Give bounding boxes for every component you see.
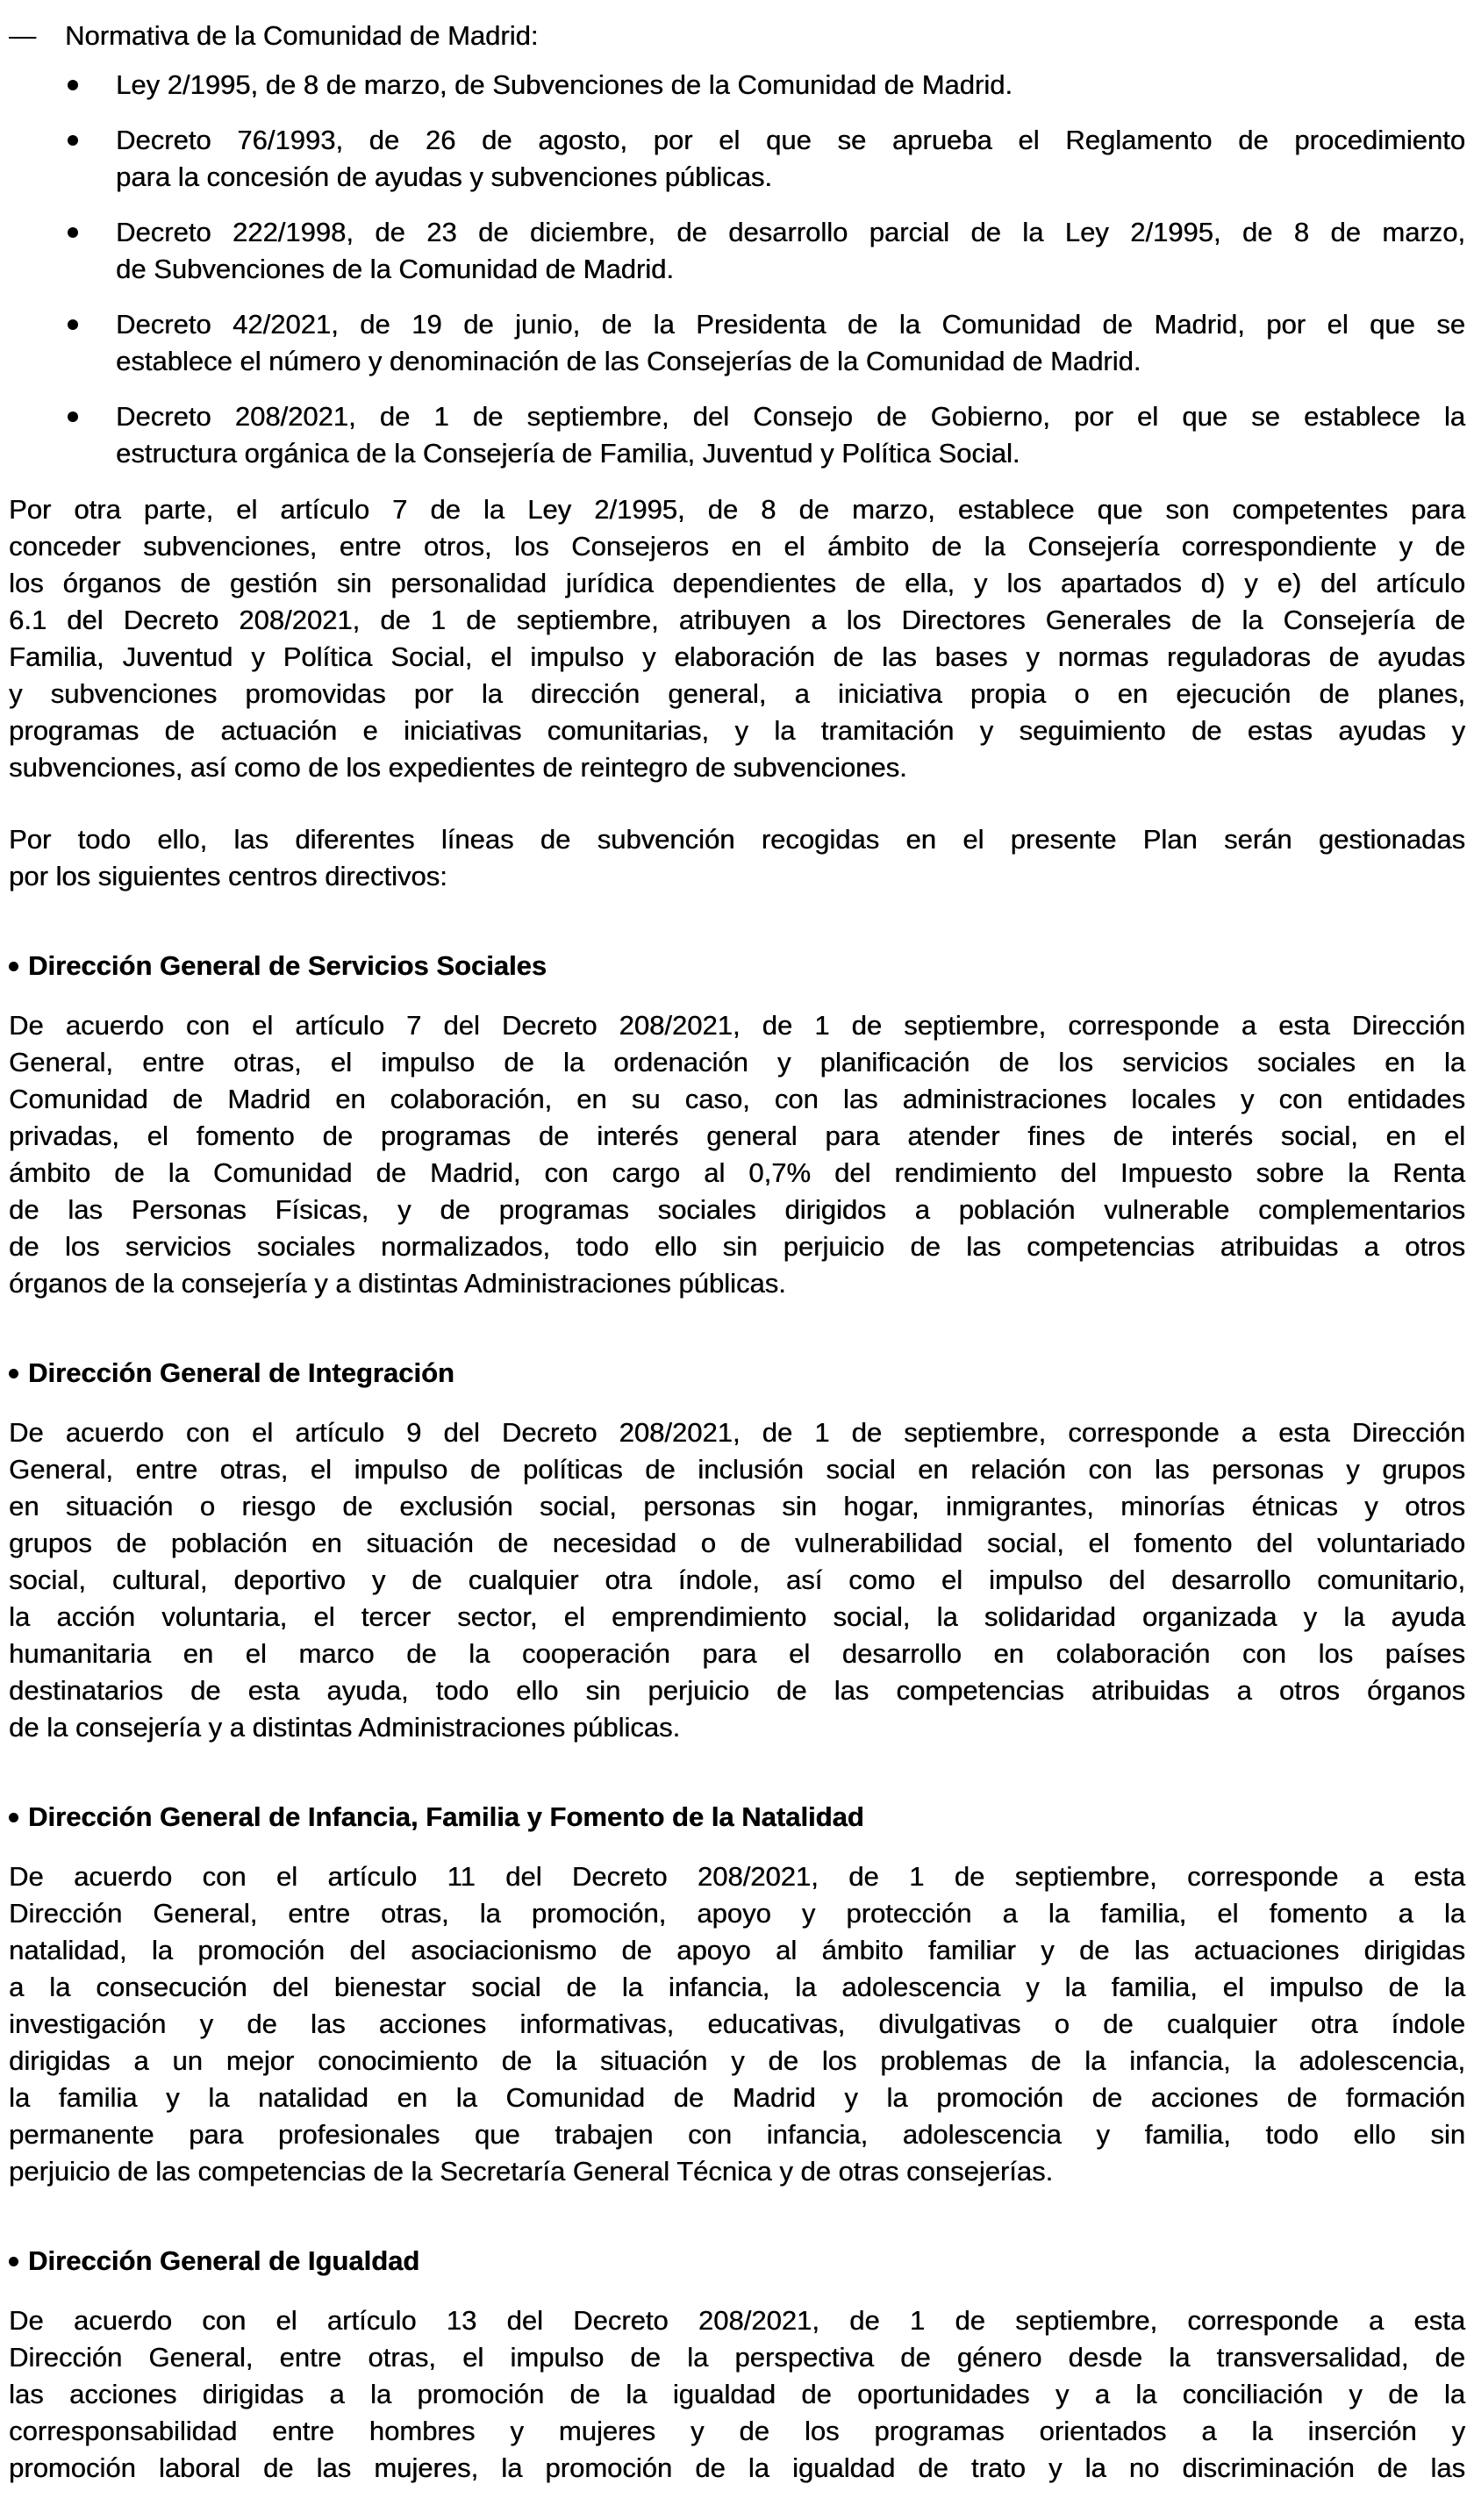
- list-item-text: [116, 306, 1465, 380]
- text-line: Decreto 222/1998, de 23 de diciembre, de desarrollo parcial de la Ley 2/1995, de 8 de marzo,: [116, 217, 1465, 247]
- text-line: De acuerdo con el artículo 7 del Decreto 208/2021, de 1 de septiembre, corresponde a esta Dirección: [9, 1010, 1465, 1041]
- text-line: Dirección General, entre otras, la promoción, apoyo y protección a la familia, el fomento a la: [9, 1898, 1465, 1929]
- text-line: Decreto 76/1993, de 26 de agosto, por el que se aprueba el Reglamento de procedimiento: [116, 125, 1465, 155]
- text-line: Familia, Juventud y Política Social, el impulso y elaboración de las bases y normas reguladoras de ayudas: [9, 641, 1465, 672]
- normativa-title-row: [9, 18, 1465, 54]
- text-line: Ley 2/1995, de 8 de marzo, de Subvenciones de la Comunidad de Madrid.: [116, 69, 1012, 100]
- bullet-icon: [68, 412, 78, 422]
- section-heading: [9, 2243, 1465, 2280]
- text-line: General, entre otras, el impulso de políticas de inclusión social en relación con las personas y grupos: [9, 1454, 1465, 1485]
- section-heading-label: Dirección General de Integración: [28, 1357, 454, 1388]
- list-item-text: [116, 214, 1465, 288]
- section-igualdad: [9, 2243, 1465, 2487]
- bullet-icon: [9, 1813, 18, 1822]
- list-item: [9, 122, 1465, 196]
- text-line: investigación y de las acciones informativas, educativas, divulgativas o de cualquier otra índole: [9, 2008, 1465, 2039]
- text-line: y subvenciones promovidas por la dirección general, a iniciativa propia o en ejecución de planes,: [9, 678, 1465, 709]
- text-line: dirigidas a un mejor conocimiento de la situación y de los problemas de la infancia, la adolescencia,: [9, 2045, 1465, 2076]
- text-line: de las Personas Físicas, y de programas sociales dirigidos a población vulnerable complementarios: [9, 1194, 1465, 1225]
- list-item-text: [116, 122, 1465, 196]
- text-line: de los servicios sociales normalizados, todo ello sin perjuicio de las competencias atribuidas a otros: [9, 1231, 1465, 1262]
- text-line: a la consecución del bienestar social de la infancia, la adolescencia y la familia, el impulso de la: [9, 1972, 1465, 2002]
- text-line: humanitaria en el marco de la cooperación para el desarrollo en colaboración con los países: [9, 1638, 1465, 1669]
- bullet-icon: [68, 319, 78, 330]
- text-line: De acuerdo con el artículo 9 del Decreto 208/2021, de 1 de septiembre, corresponde a esta Dirección: [9, 1417, 1465, 1448]
- section-body: [9, 1414, 1465, 1746]
- text-line: Decreto 208/2021, de 1 de septiembre, del Consejo de Gobierno, por el que se establece la: [116, 401, 1465, 432]
- text-line: privadas, el fomento de programas de interés general para atender fines de interés social, en el: [9, 1120, 1465, 1151]
- text-line: por los siguientes centros directivos:: [9, 861, 447, 891]
- text-line: órganos de la consejería y a distintas Administraciones públicas.: [9, 1268, 786, 1299]
- text-line: la acción voluntaria, el tercer sector, el emprendimiento social, la solidaridad organizada y la ayuda: [9, 1601, 1465, 1632]
- text-line: De acuerdo con el artículo 11 del Decreto 208/2021, de 1 de septiembre, corresponde a esta: [9, 1861, 1465, 1892]
- dash-marker: —: [9, 20, 36, 51]
- text-line: los órganos de gestión sin personalidad jurídica dependientes de ella, y los apartados d) y e) del artículo: [9, 568, 1465, 598]
- text-line: promoción laboral de las mujeres, la promoción de la igualdad de trato y la no discriminación de las: [9, 2452, 1465, 2483]
- list-item: [9, 214, 1465, 288]
- text-line: conceder subvenciones, entre otros, los Consejeros en el ámbito de la Consejería correspondiente y de: [9, 531, 1465, 562]
- text-line: Por otra parte, el artículo 7 de la Ley 2/1995, de 8 de marzo, establece que son competentes para: [9, 494, 1465, 525]
- section-body: [9, 1858, 1465, 2190]
- list-item: [9, 306, 1465, 380]
- text-line: establece el número y denominación de las Consejerías de la Comunidad de Madrid.: [116, 346, 1141, 376]
- text-line: en situación o riesgo de exclusión social, personas sin hogar, inmigrantes, minorías étnicas y otros: [9, 1491, 1465, 1521]
- text-line: corresponsabilidad entre hombres y mujeres y de los programas orientados a la inserción y: [9, 2416, 1465, 2446]
- section-integracion: [9, 1355, 1465, 1746]
- text-line: programas de actuación e iniciativas comunitarias, y la tramitación y seguimiento de estas ayudas y: [9, 715, 1465, 746]
- paragraph-gestion: [9, 821, 1465, 895]
- text-line: De acuerdo con el artículo 13 del Decreto 208/2021, de 1 de septiembre, corresponde a esta: [9, 2305, 1465, 2336]
- list-item-text: [116, 398, 1465, 472]
- text-line: Decreto 42/2021, de 19 de junio, de la Presidenta de la Comunidad de Madrid, por el que se: [116, 309, 1465, 340]
- bullet-icon: [9, 962, 18, 971]
- list-item: [9, 67, 1465, 104]
- section-infancia-familia-natalidad: [9, 1799, 1465, 2190]
- text-line: General, entre otras, el impulso de la ordenación y planificación de los servicios sociales en la: [9, 1047, 1465, 1077]
- bullet-icon: [68, 135, 78, 146]
- section-heading-label: Dirección General de Servicios Sociales: [28, 950, 547, 981]
- text-line: subvenciones, así como de los expedientes de reintegro de subvenciones.: [9, 752, 907, 783]
- section-heading-label: Dirección General de Igualdad: [28, 2245, 420, 2276]
- text-line: estructura orgánica de la Consejería de Familia, Juventud y Política Social.: [116, 438, 1020, 469]
- section-heading-label: Dirección General de Infancia, Familia y Fomento de la Natalidad: [28, 1801, 864, 1832]
- list-item: [9, 398, 1465, 472]
- section-heading: [9, 948, 1465, 984]
- text-line: ámbito de la Comunidad de Madrid, con cargo al 0,7% del rendimiento del Impuesto sobre la Renta: [9, 1157, 1465, 1188]
- text-line: permanente para profesionales que trabajen con infancia, adolescencia y familia, todo ello sin: [9, 2119, 1465, 2150]
- section-servicios-sociales: [9, 948, 1465, 1302]
- text-line: grupos de población en situación de necesidad o de vulnerabilidad social, el fomento del voluntariado: [9, 1528, 1465, 1558]
- text-line: Dirección General, entre otras, el impulso de la perspectiva de género desde la transversalidad, de: [9, 2342, 1465, 2373]
- section-body: [9, 2302, 1465, 2487]
- normativa-title: Normativa de la Comunidad de Madrid:: [65, 20, 539, 51]
- list-item-text: [116, 67, 1465, 104]
- text-line: de la consejería y a distintas Administraciones públicas.: [9, 1712, 681, 1743]
- text-line: natalidad, la promoción del asociacionismo de apoyo al ámbito familiar y de las actuaciones dirigidas: [9, 1935, 1465, 1965]
- section-heading: [9, 1355, 1465, 1392]
- text-line: para la concesión de ayudas y subvenciones públicas.: [116, 161, 772, 192]
- text-line: las acciones dirigidas a la promoción de la igualdad de oportunidades y a la conciliación y de la: [9, 2379, 1465, 2409]
- text-line: la familia y la natalidad en la Comunidad de Madrid y la promoción de acciones de formación: [9, 2082, 1465, 2113]
- text-line: de Subvenciones de la Comunidad de Madrid.: [116, 254, 674, 284]
- bullet-icon: [9, 1369, 18, 1378]
- paragraph-competencia: [9, 491, 1465, 786]
- text-line: 6.1 del Decreto 208/2021, de 1 de septiembre, atribuyen a los Directores Generales de la Consejería de: [9, 605, 1465, 635]
- section-body: [9, 1007, 1465, 1302]
- normativa-list: [9, 67, 1465, 472]
- section-heading: [9, 1799, 1465, 1836]
- text-line: Por todo ello, las diferentes líneas de subvención recogidas en el presente Plan serán gestionadas: [9, 824, 1465, 855]
- text-line: Comunidad de Madrid en colaboración, en su caso, con las administraciones locales y con entidades: [9, 1084, 1465, 1114]
- text-line: perjuicio de las competencias de la Secretaría General Técnica y de otras consejerías.: [9, 2156, 1054, 2187]
- text-line: social, cultural, deportivo y de cualquier otra índole, así como el impulso del desarrollo comunitario,: [9, 1564, 1465, 1595]
- bullet-icon: [68, 80, 78, 90]
- bullet-icon: [9, 2257, 18, 2266]
- bullet-icon: [68, 227, 78, 238]
- text-line: destinatarios de esta ayuda, todo ello sin perjuicio de las competencias atribuidas a otros órganos: [9, 1675, 1465, 1706]
